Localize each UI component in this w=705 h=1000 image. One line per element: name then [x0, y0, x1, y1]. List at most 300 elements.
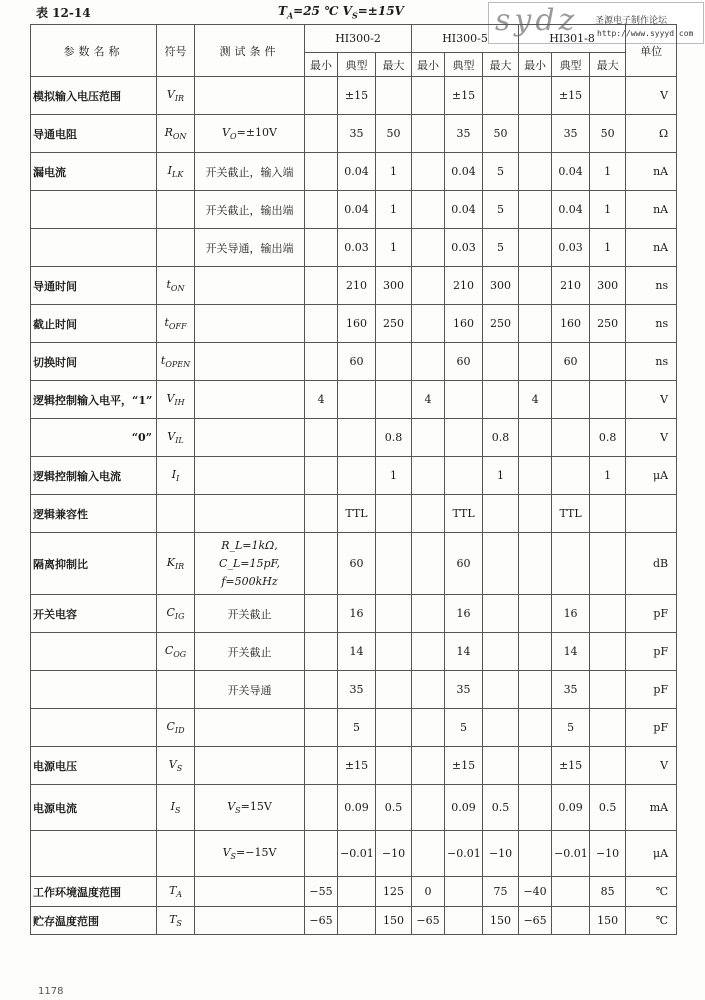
param-name: 切换时间	[31, 343, 157, 381]
value-cell: 0.09	[338, 785, 376, 831]
value-cell: −0.01	[445, 831, 483, 877]
value-cell	[552, 877, 590, 907]
col-test: 测试条件	[195, 25, 305, 77]
value-cell: 250	[376, 305, 412, 343]
value-cell	[483, 633, 519, 671]
test-condition: 开关截止	[195, 633, 305, 671]
value-cell	[483, 709, 519, 747]
value-cell: 1	[376, 457, 412, 495]
test-condition: 开关截止，输出端	[195, 191, 305, 229]
value-cell	[338, 419, 376, 457]
value-cell: 160	[445, 305, 483, 343]
value-cell: −10	[483, 831, 519, 877]
symbol-cell: $t_{OPEN}$	[157, 343, 195, 381]
value-cell	[376, 671, 412, 709]
value-cell	[590, 533, 626, 595]
value-cell: 210	[445, 267, 483, 305]
table-conditions: $T_A=25$ ℃ $V_S=\pm 15V$	[278, 4, 404, 21]
value-cell: 16	[445, 595, 483, 633]
value-cell	[305, 785, 338, 831]
value-cell: 160	[552, 305, 590, 343]
value-cell	[305, 419, 338, 457]
col-max: 最大	[376, 53, 412, 77]
table-row	[31, 747, 677, 785]
table-row	[31, 77, 677, 115]
value-cell	[305, 191, 338, 229]
value-cell	[519, 153, 552, 191]
value-cell	[305, 747, 338, 785]
value-cell: 35	[445, 115, 483, 153]
table-row	[31, 115, 677, 153]
value-cell: 0.04	[445, 153, 483, 191]
value-cell: 50	[590, 115, 626, 153]
value-cell: 14	[552, 633, 590, 671]
unit-cell: nA	[626, 229, 677, 267]
test-condition: 开关导通，输出端	[195, 229, 305, 267]
value-cell: ±15	[552, 77, 590, 115]
table-row	[31, 153, 677, 191]
symbol-cell	[157, 191, 195, 229]
symbol-cell: $C_{OG}$	[157, 633, 195, 671]
value-cell: 4	[412, 381, 445, 419]
value-cell: 1	[590, 457, 626, 495]
param-name: 漏电流	[31, 153, 157, 191]
value-cell	[305, 343, 338, 381]
value-cell: −0.01	[338, 831, 376, 877]
value-cell: 0.8	[590, 419, 626, 457]
value-cell	[483, 343, 519, 381]
value-cell	[483, 77, 519, 115]
test-condition	[195, 419, 305, 457]
value-cell	[305, 495, 338, 533]
value-cell: 14	[445, 633, 483, 671]
value-cell	[519, 831, 552, 877]
table-body	[31, 77, 677, 935]
value-cell: −0.01	[552, 831, 590, 877]
unit-cell: pF	[626, 595, 677, 633]
value-cell	[412, 671, 445, 709]
value-cell	[305, 267, 338, 305]
unit-cell: ns	[626, 305, 677, 343]
value-cell	[590, 633, 626, 671]
unit-cell: V	[626, 77, 677, 115]
value-cell: ±15	[445, 77, 483, 115]
value-cell: TTL	[552, 495, 590, 533]
table-number: 表 12-14	[36, 6, 91, 20]
param-name: 开关电容	[31, 595, 157, 633]
value-cell	[412, 831, 445, 877]
symbol-cell	[157, 831, 195, 877]
value-cell	[412, 533, 445, 595]
col-param: 参数名称	[31, 25, 157, 77]
value-cell: 35	[552, 671, 590, 709]
value-cell	[590, 709, 626, 747]
param-name	[31, 671, 157, 709]
value-cell	[519, 305, 552, 343]
value-cell	[412, 305, 445, 343]
value-cell	[519, 115, 552, 153]
param-name: “0”	[31, 419, 157, 457]
value-cell	[483, 533, 519, 595]
value-cell: 35	[552, 115, 590, 153]
table-row	[31, 831, 677, 877]
value-cell: 35	[445, 671, 483, 709]
value-cell: 35	[338, 115, 376, 153]
test-condition: $V_O=\pm 10V$	[195, 115, 305, 153]
value-cell	[305, 709, 338, 747]
value-cell	[519, 343, 552, 381]
test-condition: 开关截止，输入端	[195, 153, 305, 191]
table-row	[31, 229, 677, 267]
value-cell	[445, 457, 483, 495]
value-cell: 125	[376, 877, 412, 907]
value-cell	[412, 495, 445, 533]
unit-cell: nA	[626, 191, 677, 229]
value-cell	[376, 77, 412, 115]
value-cell	[519, 77, 552, 115]
unit-cell: pF	[626, 633, 677, 671]
value-cell	[376, 381, 412, 419]
param-name: 贮存温度范围	[31, 907, 157, 935]
col-min: 最小	[305, 53, 338, 77]
value-cell	[445, 877, 483, 907]
value-cell: 0.03	[552, 229, 590, 267]
value-cell: 250	[483, 305, 519, 343]
value-cell	[338, 907, 376, 935]
value-cell	[376, 343, 412, 381]
value-cell: 60	[338, 533, 376, 595]
value-cell	[412, 747, 445, 785]
page-number: 1178	[38, 986, 64, 997]
symbol-cell: $T_S$	[157, 907, 195, 935]
param-name: 电源电压	[31, 747, 157, 785]
value-cell: 250	[590, 305, 626, 343]
symbol-cell: $I_{LK}$	[157, 153, 195, 191]
symbol-cell: $R_{ON}$	[157, 115, 195, 153]
value-cell	[376, 533, 412, 595]
table-row	[31, 381, 677, 419]
value-cell	[412, 153, 445, 191]
value-cell	[519, 267, 552, 305]
value-cell: ±15	[338, 77, 376, 115]
value-cell	[305, 633, 338, 671]
value-cell: 0.8	[483, 419, 519, 457]
value-cell	[412, 709, 445, 747]
col-min: 最小	[519, 53, 552, 77]
value-cell: 1	[483, 457, 519, 495]
symbol-cell: $V_S$	[157, 747, 195, 785]
value-cell	[305, 305, 338, 343]
value-cell: 5	[483, 153, 519, 191]
value-cell	[590, 495, 626, 533]
param-name	[31, 831, 157, 877]
param-name	[31, 709, 157, 747]
value-cell	[590, 747, 626, 785]
value-cell	[483, 381, 519, 419]
value-cell	[376, 495, 412, 533]
value-cell: 300	[376, 267, 412, 305]
param-name: 逻辑控制输入电流	[31, 457, 157, 495]
value-cell	[590, 77, 626, 115]
value-cell: 160	[338, 305, 376, 343]
value-cell: −65	[519, 907, 552, 935]
table-row	[31, 595, 677, 633]
value-cell: −40	[519, 877, 552, 907]
test-condition	[195, 77, 305, 115]
test-condition	[195, 533, 305, 595]
value-cell	[376, 747, 412, 785]
value-cell	[412, 77, 445, 115]
symbol-cell	[157, 495, 195, 533]
value-cell: 0.04	[338, 153, 376, 191]
test-condition	[195, 343, 305, 381]
symbol-cell: $V_{IL}$	[157, 419, 195, 457]
unit-cell: ℃	[626, 877, 677, 907]
value-cell: 1	[590, 153, 626, 191]
value-cell: 150	[376, 907, 412, 935]
value-cell	[338, 381, 376, 419]
value-cell: 300	[483, 267, 519, 305]
value-cell	[519, 419, 552, 457]
value-cell: 0.04	[552, 153, 590, 191]
value-cell	[305, 115, 338, 153]
value-cell: 0.5	[590, 785, 626, 831]
symbol-cell: $I_I$	[157, 457, 195, 495]
test-condition	[195, 747, 305, 785]
value-cell	[519, 633, 552, 671]
unit-cell: Ω	[626, 115, 677, 153]
value-cell: 1	[376, 229, 412, 267]
value-cell: 0.03	[445, 229, 483, 267]
test-condition: 开关截止	[195, 595, 305, 633]
value-cell: 60	[552, 343, 590, 381]
symbol-cell: $C_{IG}$	[157, 595, 195, 633]
spec-table	[30, 24, 677, 935]
value-cell	[412, 343, 445, 381]
col-max: 最大	[590, 53, 626, 77]
value-cell: 5	[552, 709, 590, 747]
value-cell: 14	[338, 633, 376, 671]
table-row	[31, 267, 677, 305]
value-cell	[305, 533, 338, 595]
value-cell: 5	[338, 709, 376, 747]
value-cell: −10	[376, 831, 412, 877]
value-cell: TTL	[445, 495, 483, 533]
value-cell	[305, 671, 338, 709]
value-cell	[412, 457, 445, 495]
param-name: 模拟输入电压范围	[31, 77, 157, 115]
table-row	[31, 671, 677, 709]
watermark-logo: sydz	[495, 3, 579, 38]
value-cell	[590, 343, 626, 381]
value-cell	[376, 633, 412, 671]
unit-cell	[626, 495, 677, 533]
value-cell	[305, 595, 338, 633]
value-cell: 0	[412, 877, 445, 907]
value-cell: 50	[483, 115, 519, 153]
unit-cell: ns	[626, 267, 677, 305]
value-cell: 16	[338, 595, 376, 633]
unit-cell: μA	[626, 457, 677, 495]
value-cell: 4	[519, 381, 552, 419]
value-cell: −10	[590, 831, 626, 877]
unit-cell: V	[626, 381, 677, 419]
table-row	[31, 633, 677, 671]
table-row	[31, 495, 677, 533]
test-condition	[195, 305, 305, 343]
condition-line: f=500kHz	[221, 574, 278, 588]
unit-cell: ns	[626, 343, 677, 381]
symbol-cell: $V_{IR}$	[157, 77, 195, 115]
unit-cell: V	[626, 419, 677, 457]
col-typ: 典型	[445, 53, 483, 77]
unit-cell: pF	[626, 709, 677, 747]
value-cell: ±15	[338, 747, 376, 785]
value-cell	[519, 747, 552, 785]
value-cell	[412, 419, 445, 457]
col-model-c: HI301-8	[519, 25, 626, 53]
param-name: 截止时间	[31, 305, 157, 343]
table-row	[31, 907, 677, 935]
col-max: 最大	[483, 53, 519, 77]
value-cell	[552, 419, 590, 457]
value-cell	[483, 671, 519, 709]
value-cell: 16	[552, 595, 590, 633]
value-cell	[519, 229, 552, 267]
value-cell	[305, 229, 338, 267]
test-condition	[195, 267, 305, 305]
value-cell	[305, 831, 338, 877]
value-cell	[445, 381, 483, 419]
value-cell	[376, 595, 412, 633]
table-row	[31, 343, 677, 381]
table-row	[31, 305, 677, 343]
table-row	[31, 191, 677, 229]
value-cell	[445, 907, 483, 935]
value-cell	[412, 595, 445, 633]
value-cell: 35	[338, 671, 376, 709]
table-row	[31, 533, 677, 595]
value-cell: 85	[590, 877, 626, 907]
test-condition	[195, 381, 305, 419]
value-cell	[305, 457, 338, 495]
test-condition	[195, 457, 305, 495]
param-name	[31, 229, 157, 267]
value-cell	[552, 907, 590, 935]
value-cell: 50	[376, 115, 412, 153]
value-cell: 0.5	[376, 785, 412, 831]
value-cell: 60	[445, 533, 483, 595]
param-name	[31, 633, 157, 671]
col-model-b: HI300-5	[412, 25, 519, 53]
value-cell: 210	[338, 267, 376, 305]
param-name: 工作环境温度范围	[31, 877, 157, 907]
value-cell: 75	[483, 877, 519, 907]
value-cell	[552, 457, 590, 495]
table-row	[31, 785, 677, 831]
value-cell	[552, 381, 590, 419]
test-condition	[195, 495, 305, 533]
value-cell: 1	[376, 153, 412, 191]
value-cell	[412, 785, 445, 831]
symbol-cell: $K_{IR}$	[157, 533, 195, 595]
symbol-cell: $C_{ID}$	[157, 709, 195, 747]
value-cell: 150	[590, 907, 626, 935]
param-name: 导通时间	[31, 267, 157, 305]
value-cell	[338, 877, 376, 907]
value-cell: 5	[483, 191, 519, 229]
value-cell: 60	[338, 343, 376, 381]
watermark-url: http://www.syyyd.com	[597, 29, 694, 38]
param-name	[31, 191, 157, 229]
value-cell	[590, 671, 626, 709]
col-symbol: 符号	[157, 25, 195, 77]
col-model-a: HI300-2	[305, 25, 412, 53]
value-cell: TTL	[338, 495, 376, 533]
param-name: 电源电流	[31, 785, 157, 831]
value-cell	[305, 153, 338, 191]
value-cell	[519, 595, 552, 633]
symbol-cell: $t_{ON}$	[157, 267, 195, 305]
col-typ: 典型	[338, 53, 376, 77]
value-cell: −65	[305, 907, 338, 935]
unit-cell: pF	[626, 671, 677, 709]
symbol-cell: $T_A$	[157, 877, 195, 907]
value-cell: ±15	[552, 747, 590, 785]
value-cell	[519, 671, 552, 709]
value-cell: 0.5	[483, 785, 519, 831]
col-typ: 典型	[552, 53, 590, 77]
value-cell	[483, 495, 519, 533]
value-cell	[445, 419, 483, 457]
param-name: 导通电阻	[31, 115, 157, 153]
table-row	[31, 457, 677, 495]
value-cell	[483, 747, 519, 785]
value-cell: 300	[590, 267, 626, 305]
value-cell: 0.09	[552, 785, 590, 831]
value-cell: 0.03	[338, 229, 376, 267]
value-cell	[338, 457, 376, 495]
value-cell	[412, 267, 445, 305]
col-min: 最小	[412, 53, 445, 77]
value-cell: 150	[483, 907, 519, 935]
value-cell	[519, 495, 552, 533]
value-cell	[519, 191, 552, 229]
value-cell	[519, 785, 552, 831]
table-row	[31, 709, 677, 747]
value-cell	[519, 533, 552, 595]
table-row	[31, 419, 677, 457]
table-row	[31, 877, 677, 907]
condition-line: R_L=1kΩ,	[221, 538, 278, 552]
symbol-cell: $t_{OFF}$	[157, 305, 195, 343]
unit-cell: ℃	[626, 907, 677, 935]
value-cell	[590, 381, 626, 419]
value-cell: 210	[552, 267, 590, 305]
value-cell	[519, 457, 552, 495]
symbol-cell	[157, 229, 195, 267]
unit-cell: dB	[626, 533, 677, 595]
value-cell	[590, 595, 626, 633]
value-cell	[519, 709, 552, 747]
value-cell: 0.09	[445, 785, 483, 831]
param-name: 逻辑控制输入电平，“1”	[31, 381, 157, 419]
test-condition: $V_S=-15V$	[195, 831, 305, 877]
unit-cell: μA	[626, 831, 677, 877]
param-name: 逻辑兼容性	[31, 495, 157, 533]
test-condition	[195, 907, 305, 935]
test-condition	[195, 877, 305, 907]
